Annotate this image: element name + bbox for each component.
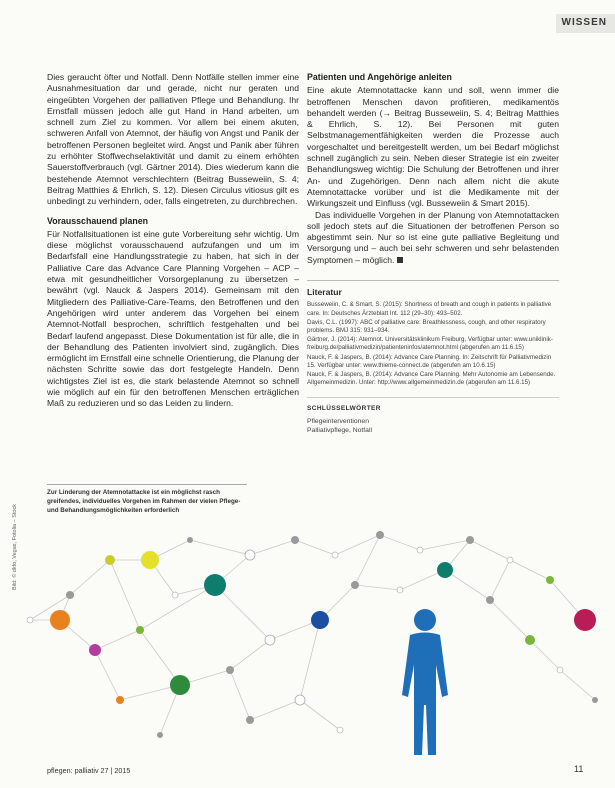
- page-number: 11: [574, 764, 584, 774]
- node-teal: [204, 574, 226, 596]
- node: [172, 592, 178, 598]
- node: [245, 550, 255, 560]
- node-blue: [311, 611, 329, 629]
- node: [332, 552, 338, 558]
- node: [507, 557, 513, 563]
- right-column: [307, 72, 559, 435]
- end-of-article-mark: [397, 257, 403, 263]
- keyword: Pflegeinterventionen: [307, 417, 369, 425]
- literature-item: Busseweiin, C. & Smart, S. (2015): Shortness of breath and cough in patients in palliative care. In: Deutsches Ärzteblatt Int. 112 (29–30): 493–502.: [307, 301, 552, 317]
- image-caption: Zur Linderung der Atemnotattacke ist ein möglichst rasch greifendes, individuelles Vorgehen im Rahmen der vielen Pflege- und Behandlungsmöglichkeiten erforderlich: [47, 484, 247, 515]
- node: [27, 617, 33, 623]
- paragraph: Für Notfallsituationen ist eine gute Vorbereitung sehr wichtig. Um diese möglichst vorausschauend aufzufangen und um im Bedarfsfall eine Handlungsstrategie zu haben, hat sich in der Palliative Care das Advance Care Planning Vorgehen – ACP – etwa mit gesundheitlicher Vorsorgeplanung zu übersetzen – bewährt (vgl. Nauck & Jaspers 2014). Gemeinsam mit den Mitgliedern des Palliative-Care-Teams, den Betroffenen und den Angehörigen wird unter anderem das Vorgehen bei einem Atemnot-Notfall besprochen, schriftlich festgehalten und bei Bedarf laufend angepasst. Diese Dokumentation ist für alle, die in der Behandlung des Patienten involviert sind, zugänglich. Dies ermöglicht im Ernstfall eine schnelle Orientierung, die Planung der nächsten Schritte sowie das dort festgelegte Handeln. Denn wichtigstes Ziel ist es, die stark belastende Atemnot so schnell wie möglich auf ein für den betroffenen Menschen erträglichen Maß zu reduzieren und so das Leiden zu lindern.: [47, 228, 299, 409]
- node: [105, 555, 115, 565]
- node: [351, 581, 359, 589]
- node: [291, 536, 299, 544]
- node: [557, 667, 563, 673]
- node: [417, 547, 423, 553]
- keywords-heading: SCHLÜSSELWÖRTER: [307, 397, 559, 414]
- node: [546, 576, 554, 584]
- node: [376, 531, 384, 539]
- literature-heading: Literatur: [307, 280, 559, 298]
- node: [265, 635, 275, 645]
- literature-item: Nauck, F. & Jaspers, B. (2014): Advance Care Planning. Mehr Autonomie am Lebensende. Allgemeinmedizin. Unter: http://www.allgemeinmedizin.de (abgerufen am 11.6.15): [307, 370, 556, 387]
- node: [397, 587, 403, 593]
- node: [525, 635, 535, 645]
- node-crimson: [574, 609, 596, 631]
- node: [337, 727, 343, 733]
- subheading: Vorausschauend planen: [47, 215, 149, 226]
- node: [66, 591, 74, 599]
- node-orange: [50, 610, 70, 630]
- node: [187, 537, 193, 543]
- network-nodes: [27, 531, 598, 738]
- human-silhouette: [402, 609, 448, 755]
- node-teal-small: [437, 562, 453, 578]
- node: [246, 716, 254, 724]
- network-illustration: [0, 500, 615, 762]
- literature-item: Nauck, F. & Jaspers, B. (2014): Advance Care Planning. In: Zeitschrift für Palliativmedizin 15. Verfügbar unter: www.thieme-connect.de (abgerufen am 10.6.15): [307, 353, 552, 369]
- node: [157, 732, 163, 738]
- keyword: Palliativpflege, Notfall: [307, 426, 372, 434]
- journal-footer: pflegen: palliativ 27 | 2015: [47, 766, 131, 775]
- section-label: WISSEN: [561, 17, 607, 28]
- node: [592, 697, 598, 703]
- node: [295, 695, 305, 705]
- node-green: [170, 675, 190, 695]
- image-credit: Bild: © dkfo, Vegas, Fotolia – Stock: [12, 504, 18, 590]
- paragraph: Eine akute Atemnotattacke kann und soll, wenn immer die betroffenen Menschen davon profitieren, medikamentös behandelt werden (→ Beitrag Busseweiin, S. 4; Beitrag Matthies & Ehrlich, S. 12). Bei Personen mit guten Selbstmanagementfähigkeiten werden die Prozesse auch vorgeschaltet und bereitgestellt werden, um bei Bedarf möglichst schnell zugänglich zu sein. Neben dieser Strategie ist ein zweiter Behandlungsweg wichtig: Die Schulung der Betroffenen und ihrer An- und Zugehörigen. Denn nach allem nicht die akute Atemnotattacke vorüber und ist die Medikamente mit der Wirkungszeit und Einfluss (vgl. Busseweiin & Smart 2015).: [307, 85, 559, 209]
- node: [486, 596, 494, 604]
- network-links: [30, 535, 595, 735]
- literature-item: Gärtner, J. (2014): Atemnot. Universitätsklinikum Freiburg, Verfügbar unter: www.uniklinik-freiburg.de/palliativmedizin/patienteninfos/atemnot.html (abgerufen am 11.6.15): [307, 336, 553, 352]
- node: [226, 666, 234, 674]
- node: [466, 536, 474, 544]
- node-yellow: [141, 551, 159, 569]
- node-purple: [89, 644, 101, 656]
- node: [116, 696, 124, 704]
- subheading: Patienten und Angehörige anleiten: [307, 72, 452, 82]
- paragraph-end: [307, 210, 559, 266]
- paragraph: Dies geraucht öfter und Notfall. Denn Notfälle stellen immer eine Ausnahmesituation dar und gerade, nicht nur geraten und eingeübten Vorgehen der palliativen Pflege und Behandlung. Ihr Ernstfall müssen jedoch alle gut Hand in Hand arbeiten, um schnell zum Ziel zu kommen. Vor allem bei einem akuten, schweren Anfall von Atemnot, der häufig von Angst und Panik der betroffenen Personen begleitet wird. Angst und Panik aber führen zu erhöhter Stoffwechselaktivität und damit zu einem erhöhten Sauerstoffverbrauch (vgl. Gärtner 2014). Dies wiederum kann die bestehende Atemnot verschlechtern (Beitrag Busseweiin, S. 4; Beitrag Matthies & Ehrlich, S. 12). Diesen Circulus vitiosus gilt es unbedingt zu verhindern, oder, falls eingetreten, zu durchbrechen.: [47, 72, 299, 207]
- node: [136, 626, 144, 634]
- literature-item: Davis, C.L. (1997): ABC of palliative care: Breathlessness, cough, and other respiratory problems. BMJ 315: 931–934.: [307, 318, 546, 334]
- left-column: [47, 72, 299, 410]
- paragraph-text: Das individuelle Vorgehen in der Planung von Atemnotattacken soll jedoch stets auf die Situationen der betroffenen Person so abgestimmt sein. Nur so ist eine gute palliative Begleitung und Versorgung und – auch bei sehr schweren und sehr belastenden Symptomen – möglich.: [307, 209, 559, 265]
